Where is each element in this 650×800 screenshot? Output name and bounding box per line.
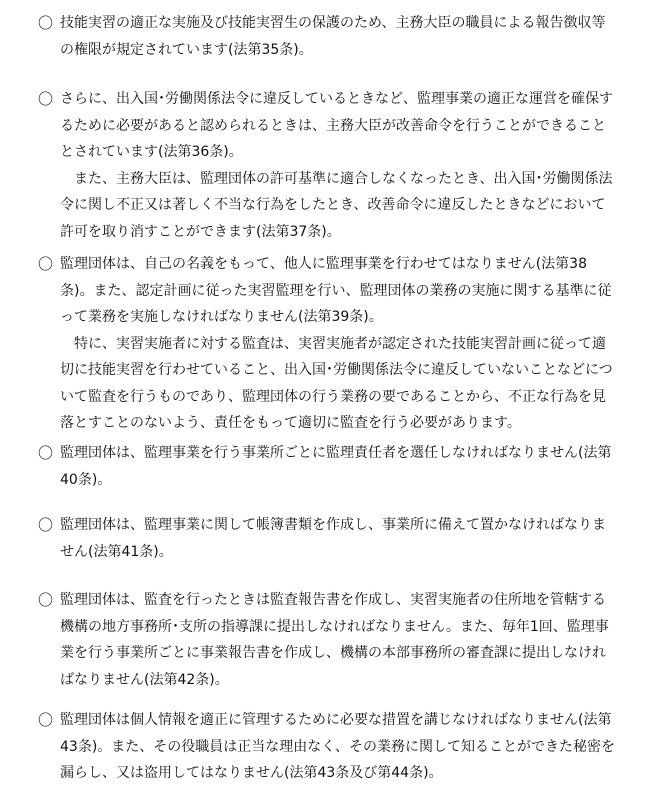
circle-bullet-icon: 〇 — [38, 444, 54, 462]
paragraph: 監理団体は、監理事業に関して帳簿書類を作成し、事業所に備えて置かなければなりません(法第41条)。 — [60, 517, 606, 560]
paragraph: 技能実習の適正な実施及び技能実習生の保護のため、主務大臣の職員による報告徴収等の権限が規定されています(法第35条)。 — [60, 15, 606, 58]
circle-bullet-icon: 〇 — [38, 516, 54, 534]
list-item — [38, 10, 618, 63]
list-item — [38, 587, 618, 693]
circle-bullet-icon: 〇 — [38, 255, 54, 273]
paragraph: 監理団体は個人情報を適正に管理するために必要な措置を講じなければなりません(法第43条)。また、その役職員は正当な理由なく、その業務に関して知ることができた秘密を漏らし、又は盗用してはなりません(法第43条及び第44条)。 — [60, 712, 615, 781]
paragraph: 監理団体は、自己の名義をもって、他人に監理事業を行わせてはなりません(法第38条)。また、認定計画に従った実習監理を行い、監理団体の業務の実施に関する基準に従って業務を実施しなければなりません(法第39条)。 — [60, 256, 612, 325]
list-item — [38, 251, 618, 437]
circle-bullet-icon: 〇 — [38, 14, 54, 32]
list-item — [38, 707, 618, 787]
list-item — [38, 86, 618, 245]
paragraph: 監理団体は、監査を行ったときは監査報告書を作成し、実習実施者の住所地を管轄する機構の地方事務所･支所の指導課に提出しなければなりません。また、毎年1回、監理事業を行う事業所ごとに事業報告書を作成し、機構の本部事務所の審査課に提出しなければなりません(法第42条)。 — [60, 592, 609, 688]
circle-bullet-icon: 〇 — [38, 591, 54, 609]
paragraph: 監理団体は、監理事業を行う事業所ごとに監理責任者を選任しなければなりません(法第40条)。 — [60, 445, 612, 488]
list-item — [38, 440, 618, 493]
list-item — [38, 512, 618, 565]
circle-bullet-icon: 〇 — [38, 711, 54, 729]
circle-bullet-icon: 〇 — [38, 90, 54, 108]
paragraph: また、主務大臣は、監理団体の許可基準に適合しなくなったとき、出入国･労働関係法令に関し不正又は著しく不当な行為をしたとき、改善命令に違反したときなどにおいて許可を取り消すことができます(法第37条)。 — [60, 170, 613, 240]
paragraph: 特に、実習実施者に対する監査は、実習実施者が認定された技能実習計画に従って適切に技能実習を行わせていること、出入国･労働関係法令に違反していないことなどについて監査を行うものであり、監理団体の行う業務の要であることから、不正な行為を見落とすことのないよう、責任をもって適切に監査を行う必要があります。 — [60, 335, 613, 431]
paragraph: さらに、出入国･労働関係法令に違反しているときなど、監理事業の適正な運営を確保するために必要があると認められるときは、主務大臣が改善命令を行うことができることとされています(法第36条)。 — [60, 91, 613, 160]
